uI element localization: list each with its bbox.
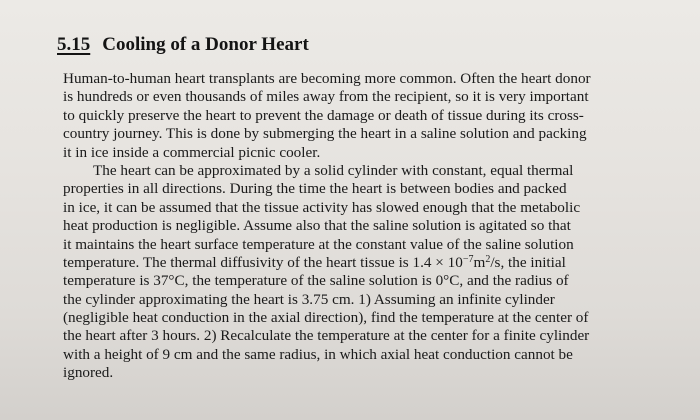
paragraph-2-line: with a height of 9 cm and the same radius, in which axial heat conduction cannot be: [63, 345, 573, 363]
paragraph-2-line: ignored.: [63, 364, 114, 382]
paragraph-2-line: heat production is negligible. Assume also that the saline solution is agitated so that: [63, 217, 571, 235]
paragraph-1-line: country journey. This is done by submerging the heart in a saline solution and packing: [63, 125, 587, 143]
section-heading: [57, 34, 309, 56]
paragraph-2-line: temperature is 37°C, the temperature of the saline solution is 0°C, and the radius of: [63, 272, 569, 290]
paragraph-2-line: in ice, it can be assumed that the tissue activity has slowed enough that the metabolic: [63, 198, 581, 216]
paragraph-1-line: it in ice inside a commercial picnic cooler.: [63, 143, 321, 161]
diffusivity-line: [63, 254, 653, 272]
paragraph-1-line: is hundreds or even thousands of miles away from the recipient, so it is very important: [63, 88, 589, 106]
diffusivity-exponent: −7: [462, 253, 474, 265]
diffusivity-text: temperature. The thermal diffusivity of the heart tissue is 1.4 × 10: [63, 253, 463, 271]
section-title: Cooling of a Donor Heart: [102, 34, 309, 55]
problem-text: [63, 70, 653, 383]
section-number: 5.15: [57, 34, 91, 55]
paragraph-2-line: it maintains the heart surface temperature at the constant value of the saline solution: [63, 235, 574, 253]
diffusivity-unit: m: [473, 253, 486, 271]
paragraph-1-line: Human-to-human heart transplants are becoming more common. Often the heart donor: [63, 70, 591, 87]
paragraph-1-line: to quickly preserve the heart to prevent the damage or death of tissue during its cross-: [63, 106, 584, 124]
paragraph-2-line: the heart after 3 hours. 2) Recalculate the temperature at the center for a finite cylinder: [63, 327, 590, 345]
paragraph-2-line: (negligible heat conduction in the axial direction), find the temperature at the center of: [63, 309, 589, 327]
paragraph-2-line: the cylinder approximating the heart is 3.75 cm. 1) Assuming an infinite cylinder: [63, 290, 555, 308]
diffusivity-unit-exponent: 2: [485, 253, 491, 265]
diffusivity-text-end: /s, the initial: [490, 253, 566, 271]
paragraph-2-line: properties in all directions. During the time the heart is between bodies and packed: [63, 180, 567, 198]
paragraph-2-line: The heart can be approximated by a solid cylinder with constant, equal thermal: [93, 161, 574, 179]
